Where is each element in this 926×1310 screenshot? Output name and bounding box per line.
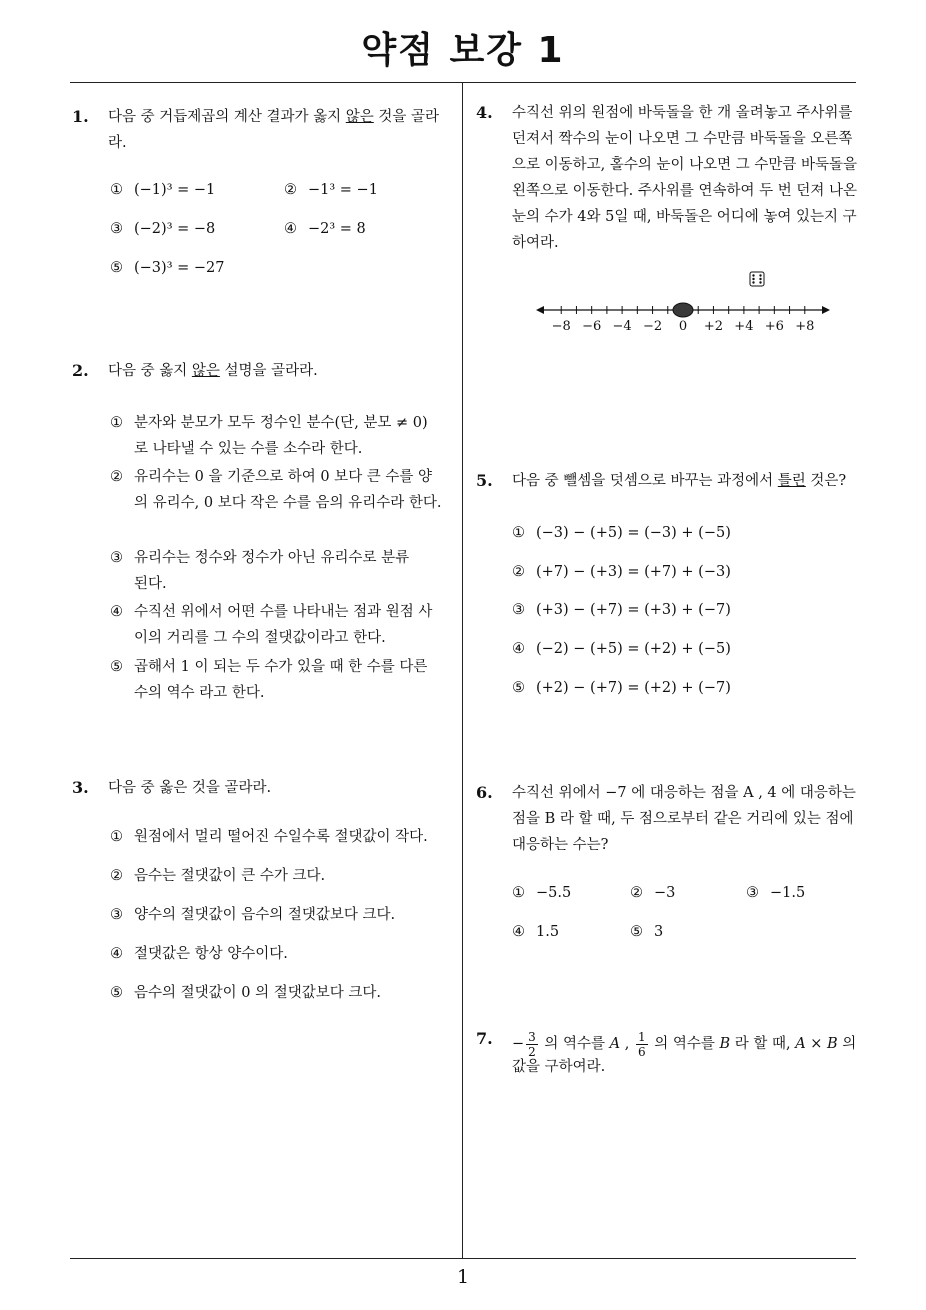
page-title: 약점 보강 1 [361, 30, 565, 71]
choice-3[interactable]: ③ 유리수는 정수와 정수가 아닌 유리수로 분류된다. [110, 550, 410, 592]
choice-4[interactable]: ④ 1.5 [512, 924, 560, 940]
choice-4[interactable]: ④ 수직선 위에서 어떤 수를 나타내는 점과 원점 사이의 거리를 그 수의 절댓값이라고 한다. [110, 604, 433, 646]
choice-5[interactable]: ⑤ 곱해서 1 이 되는 두 수가 있을 때 한 수를 다른 수의 역수 라고 한다. [110, 659, 428, 701]
question-1 [72, 104, 454, 156]
dice-pip [752, 274, 754, 276]
choice-4[interactable]: ④ (−2) − (+5) = (+2) + (−5) [512, 641, 731, 657]
choice-1[interactable]: ① 분자와 분모가 모두 정수인 분수(단, 분모 ≠ 0) 로 나타낼 수 있는 수를 소수라 한다. [110, 415, 428, 457]
go-stone-icon [673, 303, 693, 317]
choice-2[interactable]: ② (+7) − (+3) = (+7) + (−3) [512, 564, 731, 580]
number-line-figure [530, 268, 830, 338]
question-text: 수직선 위에서 −7 에 대응하는 점을 A , 4 에 대응하는 점을 B 라 할 때, 두 점으로부터 같은 거리에 있는 점에 대응하는 수는? [512, 785, 856, 853]
dice-pip [759, 281, 761, 283]
bottom-rule [70, 1258, 856, 1259]
question-4 [476, 100, 860, 256]
choice-1[interactable]: ① (−1)³ = −1 [110, 182, 216, 198]
question-text: − $\frac{3}{2}$ 의 역수를 A , $\frac{1}{6}$ 의 역수를 B 라 할 때, A × B 의 [512, 1029, 857, 1059]
question-5 [476, 468, 860, 494]
tick-label: 0 [678, 319, 688, 334]
choice-3[interactable]: ③ (+3) − (+7) = (+3) + (−7) [512, 602, 731, 618]
question-number: 5. [476, 471, 493, 490]
question-text: 다음 중 옳은 것을 골라라. [108, 780, 272, 796]
question-number: 1. [72, 107, 89, 126]
page-number: 1 [456, 1266, 470, 1288]
choice-1[interactable]: ① (−3) − (+5) = (−3) + (−5) [512, 525, 731, 541]
question-text-line2: 값을 구하여라. [512, 1059, 606, 1075]
emphasis-underline: 않은 [191, 363, 220, 379]
dice-pip [759, 274, 761, 276]
question-text: 다음 중 뺄셈을 덧셈으로 바꾸는 과정에서 틀린 것은? [512, 473, 847, 489]
question-text: 수직선 위의 원점에 바둑돌을 한 개 올려놓고 주사위를 던져서 짝수의 눈이 나오면 그 수만큼 바둑돌을 오른쪽으로 이동하고, 홀수의 눈이 나오면 그 수만큼 바둑돌을 왼쪽으로 이동한다. 주사위를 연속하여 두 번 던져 나온 눈의 수가 4와 5일 때, 바둑돌은 어디에 놓여 있는지 구하여라. [512, 105, 858, 251]
choice-1[interactable]: ① −5.5 [512, 885, 572, 901]
question-text: 다음 중 옳지 않은 설명을 골라라. [108, 363, 318, 379]
emphasis-underline: 틀린 [777, 473, 806, 489]
choice-2[interactable]: ② −1³ = −1 [284, 182, 378, 198]
dice-pip [752, 278, 754, 280]
question-3 [72, 775, 454, 801]
column-divider [462, 82, 463, 1258]
choice-5[interactable]: ⑤ 음수의 절댓값이 0 의 절댓값보다 크다. [110, 985, 381, 1001]
tick-label: +2 [703, 319, 724, 334]
choice-3[interactable]: ③ −1.5 [746, 885, 806, 901]
question-number: 4. [476, 103, 493, 122]
question-number: 7. [476, 1029, 493, 1048]
tick-label: −4 [612, 319, 632, 334]
choice-2[interactable]: ② 음수는 절댓값이 큰 수가 크다. [110, 868, 326, 884]
choice-5[interactable]: ⑤ (−3)³ = −27 [110, 260, 225, 276]
top-rule [70, 82, 856, 83]
choice-4[interactable]: ④ 절댓값은 항상 양수이다. [110, 946, 288, 962]
tick-label: −8 [551, 319, 571, 334]
emphasis-underline: 않은 [345, 109, 374, 125]
tick-label: −6 [582, 319, 602, 334]
dice-icon [750, 272, 764, 286]
choice-3[interactable]: ③ 양수의 절댓값이 음수의 절댓값보다 크다. [110, 907, 396, 923]
right-arrow-icon [822, 306, 830, 314]
tick-label: −2 [642, 319, 663, 334]
tick-label: +8 [795, 319, 815, 334]
fraction: $\frac{3}{2}$ [528, 1029, 536, 1059]
question-number: 3. [72, 778, 89, 797]
left-arrow-icon [536, 306, 544, 314]
tick-label: +6 [764, 319, 784, 334]
choice-1[interactable]: ① 원점에서 멀리 떨어진 수일수록 절댓값이 작다. [110, 829, 428, 845]
fraction: $\frac{1}{6}$ [637, 1029, 646, 1059]
question-number: 2. [72, 361, 89, 380]
question-2 [72, 358, 454, 384]
question-number: 6. [476, 783, 493, 802]
question-6 [476, 780, 860, 858]
question-text: 다음 중 거듭제곱의 계산 결과가 옳지 않은 것을 골라라. [108, 109, 440, 151]
dice-pip [752, 281, 754, 283]
choice-2[interactable]: ② −3 [630, 885, 676, 901]
tick-label: +4 [734, 319, 754, 334]
choice-4[interactable]: ④ −2³ = 8 [284, 221, 366, 237]
choice-3[interactable]: ③ (−2)³ = −8 [110, 221, 216, 237]
choice-5[interactable]: ⑤ (+2) − (+7) = (+2) + (−7) [512, 680, 731, 696]
choice-5[interactable]: ⑤ 3 [630, 924, 664, 940]
question-7 [476, 1026, 860, 1080]
choice-2[interactable]: ② 유리수는 0 을 기준으로 하여 0 보다 큰 수를 양의 유리수, 0 보다 작은 수를 음의 유리수라 한다. [110, 469, 442, 511]
dice-pip [759, 278, 761, 280]
